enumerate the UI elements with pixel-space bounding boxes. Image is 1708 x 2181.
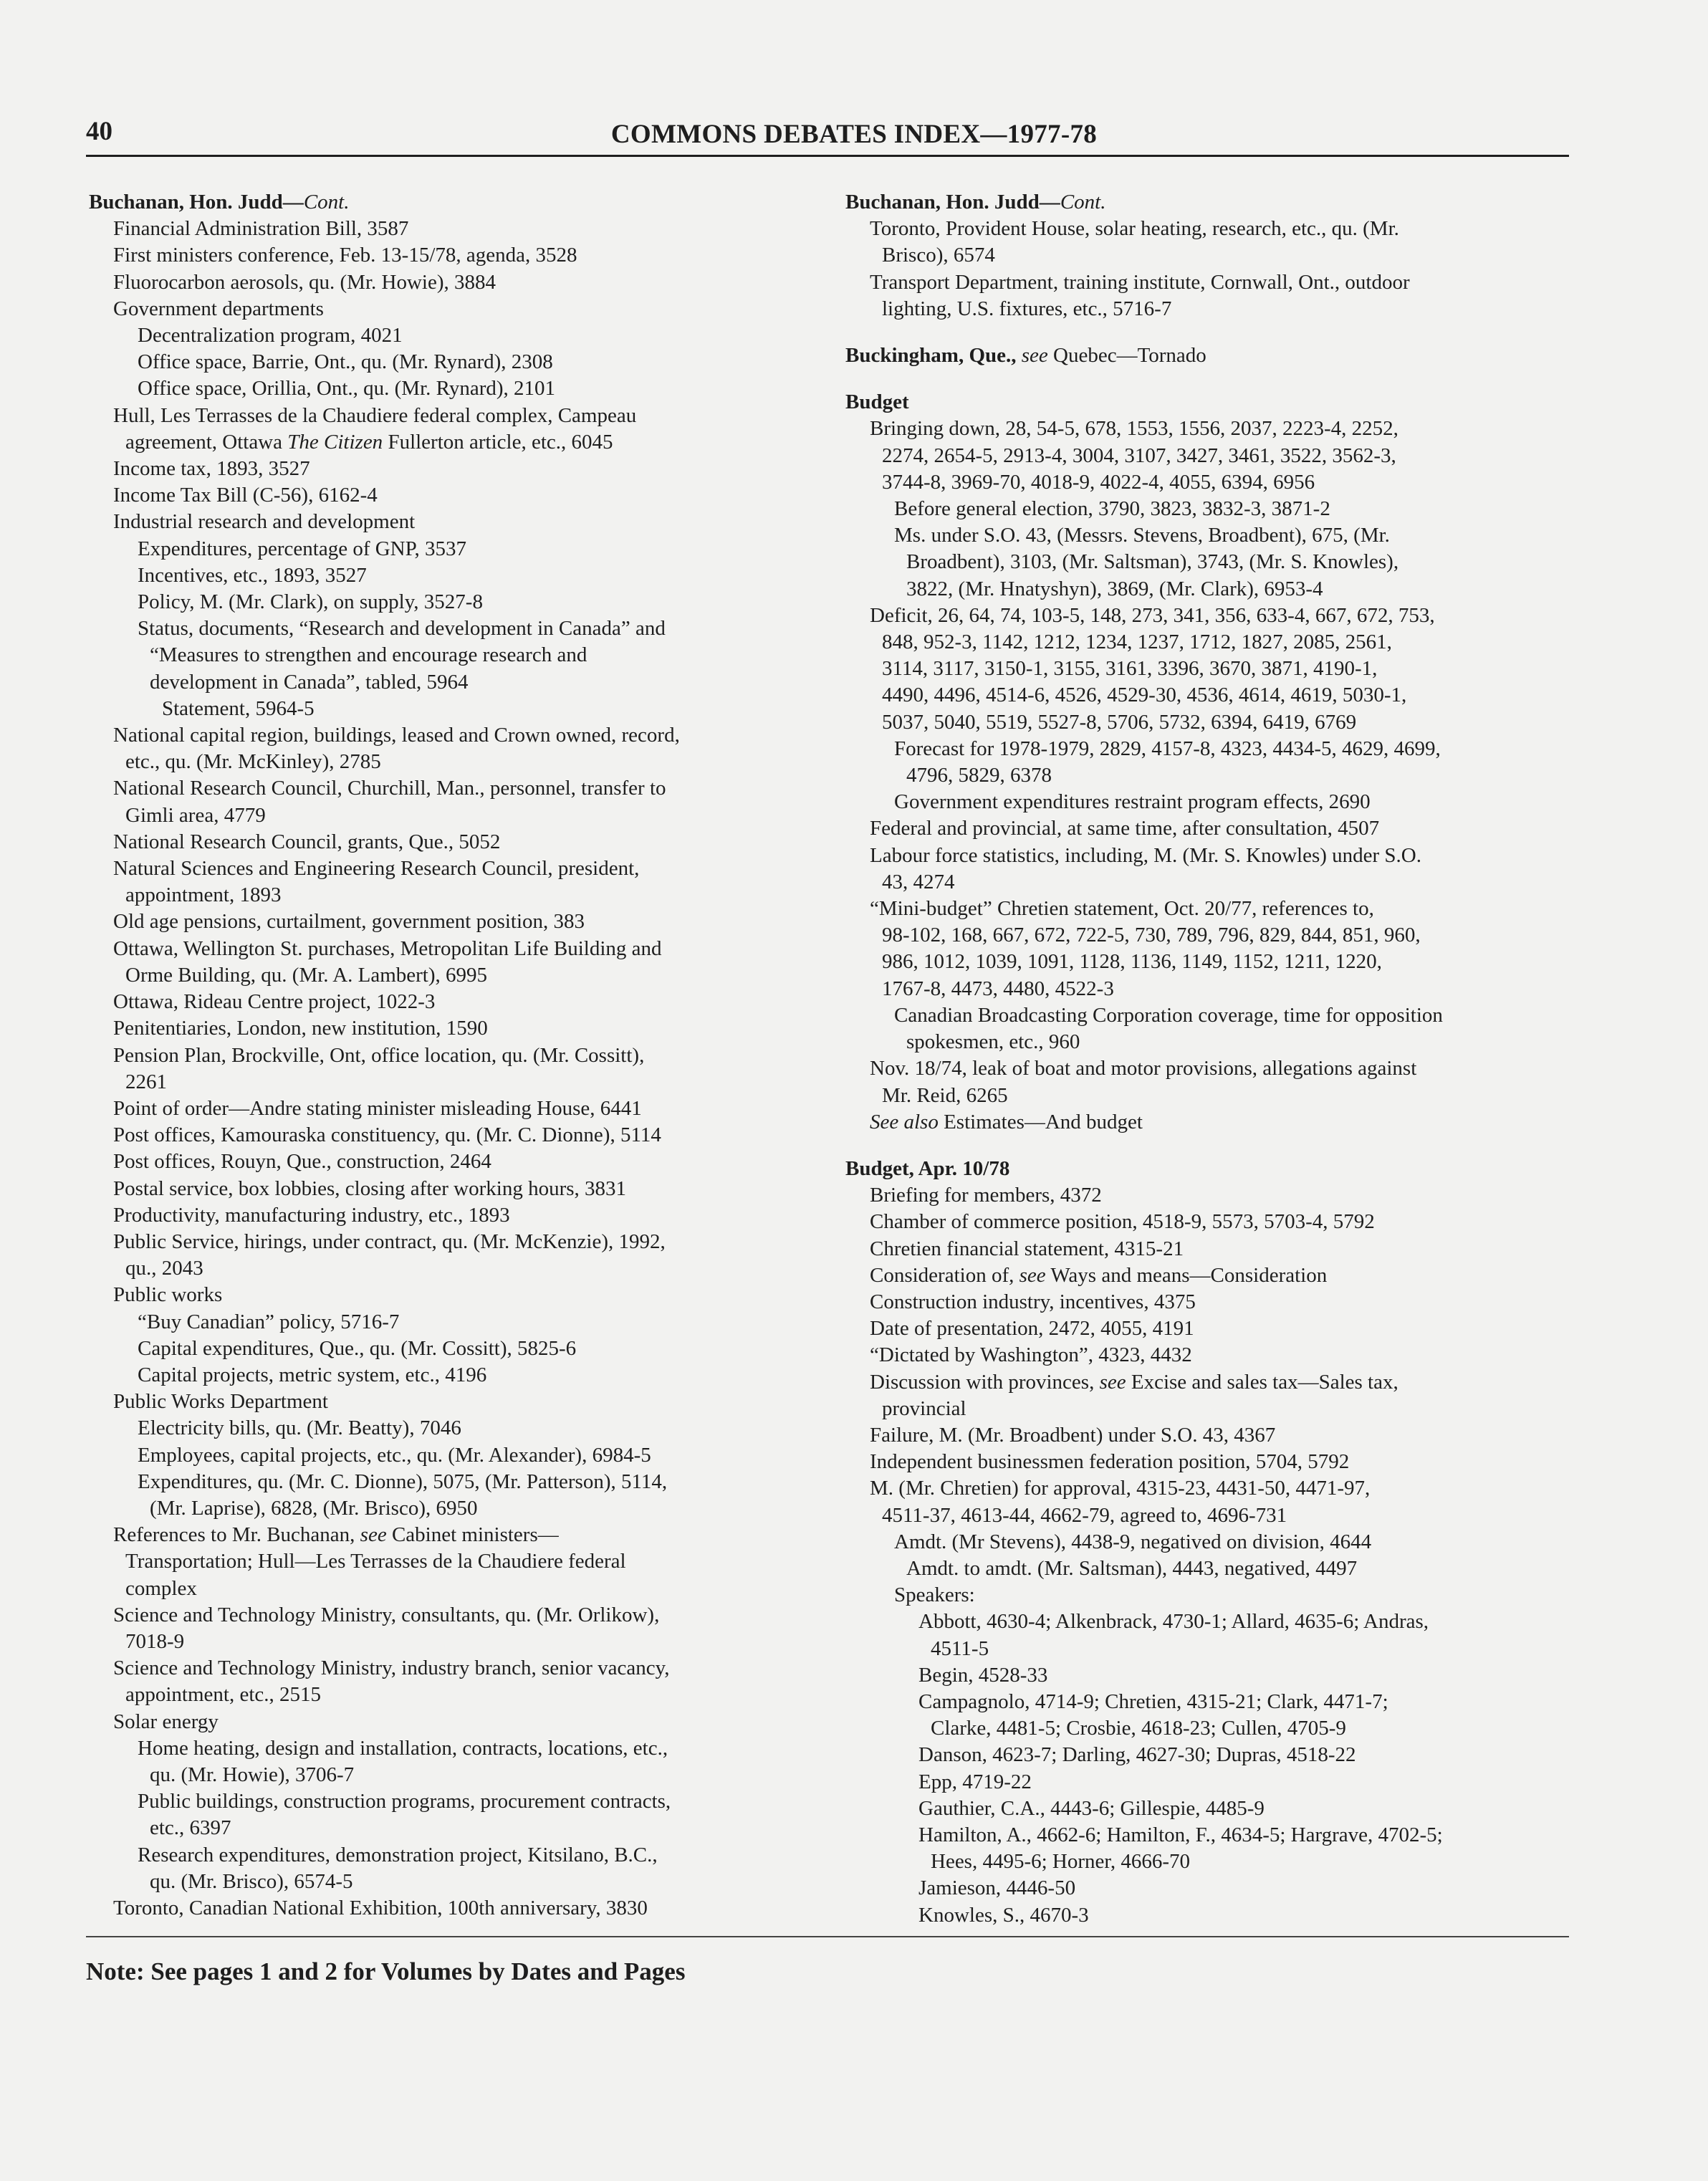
entry-text: 5037, 5040, 5519, 5527-8, 5706, 5732, 6394, 6419, 6769 [882, 710, 1357, 734]
entry-text: Public Works Department [113, 1390, 328, 1414]
index-entry [89, 456, 812, 482]
entry-text: 4796, 5829, 6378 [906, 764, 1052, 787]
entry-text: Clarke, 4481-5; Crosbie, 4618-23; Cullen, 4705-9 [931, 1717, 1346, 1740]
index-entry [845, 656, 1569, 682]
entry-text: Pension Plan, Brockville, Ont, office location, qu. (Mr. Cossitt), [113, 1043, 645, 1067]
index-entry [89, 429, 812, 456]
entry-text: Expenditures, percentage of GNP, 3537 [138, 537, 467, 560]
index-entry [845, 549, 1569, 575]
entry-italic-text: See also [870, 1110, 939, 1133]
index-entry [845, 1502, 1569, 1529]
index-entry [845, 1236, 1569, 1262]
index-entry [845, 1556, 1569, 1582]
index-entry [89, 403, 812, 429]
entry-text: Income Tax Bill (C-56), 6162-4 [113, 484, 378, 507]
entry-text: Speakers: [894, 1583, 975, 1607]
entry-text: Policy, M. (Mr. Clark), on supply, 3527-8 [138, 590, 483, 614]
entry-text: Postal service, box lobbies, closing after working hours, 3831 [113, 1176, 627, 1200]
index-entry [845, 443, 1569, 469]
entry-text: qu. (Mr. Brisco), 6574-5 [150, 1869, 353, 1893]
entry-text: 3114, 3117, 3150-1, 3155, 3161, 3396, 3670, 3871, 4190-1, [882, 657, 1378, 681]
entry-text: Independent businessmen federation position, 5704, 5792 [870, 1450, 1350, 1474]
index-entry [89, 1362, 812, 1389]
entry-text: Amdt. to amdt. (Mr. Saltsman), 4443, negatived, 4497 [906, 1556, 1358, 1580]
index-entry [845, 843, 1569, 869]
index-entry [845, 1769, 1569, 1796]
index-entry [89, 1655, 812, 1682]
index-entry [845, 1609, 1569, 1635]
entry-text: qu., 2043 [125, 1257, 203, 1280]
index-entry [89, 936, 812, 962]
index-entry [89, 296, 812, 322]
index-entry [845, 1875, 1569, 1902]
index-entry [89, 1042, 812, 1069]
index-entry [89, 349, 812, 375]
index-entry [845, 576, 1569, 603]
entry-text: Expenditures, qu. (Mr. C. Dionne), 5075, (Mr. Patterson), 5114, [138, 1470, 668, 1493]
entry-text: qu. (Mr. Howie), 3706-7 [150, 1763, 355, 1786]
entry-text-continued: Cabinet ministers— [386, 1523, 559, 1547]
index-entry [845, 976, 1569, 1002]
entry-text: Budget [845, 390, 909, 414]
index-entry [845, 682, 1569, 709]
entry-text: Capital projects, metric system, etc., 4196 [138, 1363, 487, 1386]
index-entry [845, 522, 1569, 549]
index-entry [845, 1849, 1569, 1875]
index-entry [845, 469, 1569, 496]
index-entry [845, 869, 1569, 896]
index-entry [89, 536, 812, 562]
index-entry [845, 496, 1569, 522]
entry-text: Government departments [113, 297, 324, 320]
entry-text: 4511-37, 4613-44, 4662-79, agreed to, 4696-731 [882, 1503, 1287, 1527]
entry-text: Transportation; Hull—Les Terrasses de la Chaudiere federal [125, 1550, 626, 1573]
index-entry [845, 1055, 1569, 1082]
index-entry [845, 1209, 1569, 1235]
entry-italic-text: see [360, 1523, 387, 1547]
index-entry [845, 416, 1569, 442]
index-entry [89, 775, 812, 802]
index-entry [89, 829, 812, 855]
entry-text: Ottawa, Rideau Centre project, 1022-3 [113, 990, 436, 1014]
index-entry [845, 629, 1569, 656]
entry-text: “Measures to strengthen and encourage research and [150, 643, 587, 667]
entry-text: Amdt. (Mr Stevens), 4438-9, negatived on division, 4644 [894, 1530, 1372, 1553]
entry-text: 43, 4274 [882, 870, 955, 893]
entry-text-continued: Excise and sales tax—Sales tax, [1126, 1370, 1398, 1394]
entry-text: lighting, U.S. fixtures, etc., 5716-7 [882, 297, 1172, 320]
right-column [845, 189, 1569, 1929]
entry-text: Bringing down, 28, 54-5, 678, 1553, 1556, 2037, 2223-4, 2252, [870, 417, 1398, 441]
index-entry [89, 749, 812, 775]
index-entry [89, 269, 812, 296]
entry-text: Buchanan, Hon. Judd— [845, 191, 1060, 214]
index-entry [89, 962, 812, 989]
entry-text: Toronto, Canadian National Exhibition, 100th anniversary, 3830 [113, 1897, 648, 1919]
index-entry [845, 1422, 1569, 1449]
index-entry [845, 1029, 1569, 1055]
index-entry [89, 1069, 812, 1096]
index-entry [89, 1442, 812, 1469]
index-entry [89, 855, 812, 882]
entry-text: (Mr. Laprise), 6828, (Mr. Brisco), 6950 [150, 1496, 478, 1520]
entry-text: Penitentiaries, London, new institution, 1590 [113, 1017, 488, 1040]
entry-italic-text: see [1099, 1370, 1126, 1394]
index-entry [89, 615, 812, 642]
entry-text: Solar energy [113, 1710, 219, 1733]
entry-text: Hull, Les Terrasses de la Chaudiere federal complex, Campeau [113, 403, 637, 427]
index-entry [89, 989, 812, 1015]
index-entry [89, 1096, 812, 1122]
entry-text: Brisco), 6574 [882, 244, 995, 267]
entry-text: Jamieson, 4446-50 [918, 1876, 1076, 1900]
entry-text: agreement, Ottawa [125, 430, 288, 454]
entry-text: Public works [113, 1283, 223, 1307]
index-entry [845, 736, 1569, 762]
entry-italic-text: The Citizen [287, 430, 383, 454]
entry-text: Chamber of commerce position, 4518-9, 5573, 5703-4, 5792 [870, 1210, 1375, 1234]
index-entry [845, 296, 1569, 322]
entry-text: Financial Administration Bill, 3587 [113, 217, 409, 241]
entry-text: Electricity bills, qu. (Mr. Beatty), 7046 [138, 1417, 461, 1440]
index-entry [89, 1788, 812, 1815]
index-entry [89, 1282, 812, 1308]
index-entry [845, 1369, 1569, 1396]
index-entry [89, 509, 812, 535]
entry-text: “Dictated by Washington”, 4323, 4432 [870, 1343, 1192, 1367]
index-entry [89, 322, 812, 349]
index-entry [845, 1902, 1569, 1929]
entry-text: Office space, Barrie, Ont., qu. (Mr. Rynard), 2308 [138, 350, 553, 374]
index-entry [845, 815, 1569, 842]
entry-text: Federal and provincial, at same time, after consultation, 4507 [870, 817, 1380, 840]
index-entry [89, 1176, 812, 1202]
entry-text: Public Service, hirings, under contract, qu. (Mr. McKenzie), 1992, [113, 1229, 666, 1253]
index-entry [89, 909, 812, 935]
entry-text: Buckingham, Que., [845, 344, 1017, 368]
index-entry [89, 802, 812, 829]
entry-text: Science and Technology Ministry, industry branch, senior vacancy, [113, 1657, 670, 1680]
index-entry [89, 1522, 812, 1548]
entry-text: 4490, 4496, 4514-6, 4526, 4529-30, 4536, 4614, 4619, 5030-1, [882, 684, 1407, 707]
entry-text: Deficit, 26, 64, 74, 103-5, 148, 273, 341, 356, 633-4, 667, 672, 753, [870, 603, 1435, 627]
index-entry [89, 1762, 812, 1788]
index-entry [845, 603, 1569, 629]
index-entry [845, 949, 1569, 975]
index-entry [89, 1548, 812, 1575]
footer-rule [86, 1936, 1569, 1937]
entry-text: appointment, 1893 [125, 883, 282, 907]
entry-text: Statement, 5964-5 [162, 696, 315, 720]
index-entry [845, 1262, 1569, 1289]
page-title: COMMONS DEBATES INDEX—1977-78 [610, 120, 1098, 149]
entry-text: Briefing for members, 4372 [870, 1184, 1102, 1207]
index-entry [845, 1002, 1569, 1029]
entry-text: Status, documents, “Research and development in Canada” and [138, 617, 666, 641]
index-entry [89, 1015, 812, 1042]
entry-text: National Research Council, grants, Que., 5052 [113, 830, 501, 853]
entry-text: Income tax, 1893, 3527 [113, 457, 310, 481]
left-column [89, 189, 812, 1922]
entry-text: Capital expenditures, Que., qu. (Mr. Cossitt), 5825-6 [138, 1336, 577, 1360]
entry-text: complex [125, 1576, 197, 1600]
entry-text: 986, 1012, 1039, 1091, 1128, 1136, 1149, 1152, 1211, 1220, [882, 950, 1382, 974]
entry-text: Orme Building, qu. (Mr. A. Lambert), 6995 [125, 963, 488, 987]
index-entry [89, 242, 812, 269]
index-entry [89, 669, 812, 696]
entry-text: Post offices, Kamouraska constituency, qu. (Mr. C. Dionne), 5114 [113, 1123, 661, 1147]
index-entry [845, 269, 1569, 296]
index-heading [845, 189, 1569, 216]
entry-text: etc., 6397 [150, 1816, 231, 1840]
index-entry [89, 1682, 812, 1708]
entry-text: Old age pensions, curtailment, government position, 383 [113, 910, 585, 934]
entry-text: Discussion with provinces, [870, 1370, 1100, 1394]
entry-text: Consideration of, [870, 1263, 1019, 1287]
entry-text: “Mini-budget” Chretien statement, Oct. 20/77, references to, [870, 897, 1374, 921]
entry-text: Transport Department, training institute, Cornwall, Ont., outdoor [870, 270, 1410, 294]
entry-text: Office space, Orillia, Ont., qu. (Mr. Rynard), 2101 [138, 377, 556, 401]
entry-text: Danson, 4623-7; Darling, 4627-30; Dupras, 4518-22 [918, 1743, 1356, 1767]
entry-text: Industrial research and development [113, 510, 416, 534]
index-entry [89, 1202, 812, 1229]
entry-spacer [845, 1136, 1569, 1156]
index-entry [89, 1149, 812, 1175]
entry-text: Nov. 18/74, leak of boat and motor provisions, allegations against [870, 1057, 1417, 1080]
index-entry [845, 762, 1569, 789]
index-entry [845, 789, 1569, 815]
entry-text-continued: Fullerton article, etc., 6045 [383, 430, 613, 454]
entry-italic-text: see [1019, 1263, 1046, 1287]
entry-text: Public buildings, construction programs, procurement contracts, [138, 1790, 671, 1813]
entry-text: Date of presentation, 2472, 4055, 4191 [870, 1317, 1194, 1341]
entry-text: Knowles, S., 4670-3 [918, 1903, 1089, 1927]
entry-text-continued: Quebec—Tornado [1047, 344, 1206, 368]
entry-text: 2261 [125, 1070, 167, 1093]
entry-text: Incentives, etc., 1893, 3527 [138, 563, 367, 587]
entry-text: 3744-8, 3969-70, 4018-9, 4022-4, 4055, 6394, 6956 [882, 470, 1315, 494]
entry-text: 2274, 2654-5, 2913-4, 3004, 3107, 3427, 3461, 3522, 3562-3, [882, 444, 1396, 467]
index-heading [845, 1156, 1569, 1182]
index-entry [845, 1742, 1569, 1768]
index-entry [89, 696, 812, 722]
entry-text: Ms. under S.O. 43, (Messrs. Stevens, Broadbent), 675, (Mr. [894, 524, 1390, 547]
index-entry [89, 562, 812, 589]
entry-text: Failure, M. (Mr. Broadbent) under S.O. 43, 4367 [870, 1423, 1276, 1447]
index-heading [845, 389, 1569, 416]
index-entry [845, 922, 1569, 949]
index-entry [89, 1735, 812, 1762]
entry-text: Construction industry, incentives, 4375 [870, 1290, 1196, 1313]
entry-text: Research expenditures, demonstration project, Kitsilano, B.C., [138, 1843, 658, 1866]
index-entry [845, 1636, 1569, 1662]
page-number: 40 [86, 117, 112, 146]
index-entry [89, 1895, 812, 1922]
entry-text: Natural Sciences and Engineering Research Council, president, [113, 857, 640, 881]
index-entry [89, 482, 812, 509]
index-entry [845, 1582, 1569, 1609]
entry-text: etc., qu. (Mr. McKinley), 2785 [125, 750, 381, 774]
entry-text: appointment, etc., 2515 [125, 1683, 322, 1707]
entry-italic-text: Cont. [1060, 191, 1106, 214]
entry-text: Mr. Reid, 6265 [882, 1083, 1008, 1107]
index-entry [845, 242, 1569, 269]
entry-text: Hees, 4495-6; Horner, 4666-70 [931, 1850, 1191, 1874]
footer-note: Note: See pages 1 and 2 for Volumes by Dates and Pages [86, 1957, 686, 1985]
entry-text: M. (Mr. Chretien) for approval, 4315-23, 4431-50, 4471-97, [870, 1477, 1371, 1500]
entry-text-continued: Ways and means—Consideration [1045, 1263, 1328, 1287]
index-entry [89, 1229, 812, 1255]
index-entry [845, 1182, 1569, 1209]
index-entry [845, 1662, 1569, 1689]
entry-text: Point of order—Andre stating minister misleading House, 6441 [113, 1096, 642, 1120]
index-entry [845, 1083, 1569, 1109]
entry-text: Buchanan, Hon. Judd— [89, 191, 304, 214]
index-entry [845, 1315, 1569, 1342]
index-entry [89, 1815, 812, 1841]
index-heading [845, 342, 1569, 369]
entry-text: 98-102, 168, 667, 672, 722-5, 730, 789, 796, 829, 844, 851, 960, [882, 924, 1421, 947]
index-entry [89, 1336, 812, 1362]
entry-spacer [845, 369, 1569, 389]
index-entry [89, 1255, 812, 1282]
entry-text: development in Canada”, tabled, 5964 [150, 670, 469, 694]
index-entry [89, 1629, 812, 1655]
entry-text: provincial [882, 1396, 966, 1420]
index-entry [89, 375, 812, 402]
index-entry [845, 1109, 1569, 1136]
entry-text: Budget, Apr. 10/78 [845, 1156, 1010, 1180]
entry-text: Campagnolo, 4714-9; Chretien, 4315-21; Clark, 4471-7; [918, 1689, 1388, 1713]
index-entry [89, 642, 812, 668]
entry-text: Decentralization program, 4021 [138, 324, 403, 347]
entry-text: National Research Council, Churchill, Man., personnel, transfer to [113, 777, 666, 800]
entry-text: Gimli area, 4779 [125, 803, 266, 827]
entry-text: Begin, 4528-33 [918, 1663, 1048, 1687]
entry-text: First ministers conference, Feb. 13-15/78, agenda, 3528 [113, 244, 577, 267]
index-entry [845, 1289, 1569, 1315]
index-entry [89, 589, 812, 615]
entry-text: Ottawa, Wellington St. purchases, Metropolitan Life Building and [113, 936, 662, 960]
entry-text: 3822, (Mr. Hnatyshyn), 3869, (Mr. Clark), 6953-4 [906, 577, 1323, 600]
index-entry [89, 1389, 812, 1415]
index-entry [845, 709, 1569, 736]
entry-text: spokesmen, etc., 960 [906, 1030, 1080, 1054]
index-entry [89, 216, 812, 242]
entry-text: Before general election, 3790, 3823, 3832-3, 3871-2 [894, 497, 1330, 521]
entry-text: 4511-5 [931, 1636, 989, 1660]
index-entry [845, 1689, 1569, 1715]
index-entry [89, 1842, 812, 1869]
header-rule [86, 155, 1569, 157]
entry-text: 1767-8, 4473, 4480, 4522-3 [882, 977, 1114, 1000]
entry-text: Labour force statistics, including, M. (Mr. S. Knowles) under S.O. [870, 843, 1422, 867]
index-entry [845, 1715, 1569, 1742]
entry-text: 848, 952-3, 1142, 1212, 1234, 1237, 1712, 1827, 2085, 2561, [882, 631, 1392, 654]
entry-text: References to Mr. Buchanan, [113, 1523, 360, 1547]
index-entry [845, 1796, 1569, 1822]
entry-text: Hamilton, A., 4662-6; Hamilton, F., 4634-5; Hargrave, 4702-5; [918, 1823, 1443, 1846]
index-entry [845, 1529, 1569, 1556]
entry-text: Productivity, manufacturing industry, etc., 1893 [113, 1203, 510, 1227]
entry-text: Government expenditures restraint program effects, 2690 [894, 790, 1371, 814]
entry-text: Broadbent), 3103, (Mr. Saltsman), 3743, (Mr. S. Knowles), [906, 550, 1399, 574]
index-entry [89, 1495, 812, 1522]
entry-text: Gauthier, C.A., 4443-6; Gillespie, 4485-9 [918, 1796, 1265, 1820]
index-entry [89, 1469, 812, 1495]
index-entry [89, 1869, 812, 1895]
entry-italic-text: Cont. [303, 191, 350, 214]
index-entry [845, 896, 1569, 922]
entry-text: Forecast for 1978-1979, 2829, 4157-8, 4323, 4434-5, 4629, 4699, [894, 737, 1441, 760]
index-heading [89, 189, 812, 216]
entry-text: Employees, capital projects, etc., qu. (Mr. Alexander), 6984-5 [138, 1443, 651, 1467]
index-entry [845, 1396, 1569, 1422]
index-entry [89, 722, 812, 749]
index-entry [89, 1415, 812, 1442]
index-entry [845, 1475, 1569, 1502]
index-entry [845, 1449, 1569, 1475]
index-entry [89, 882, 812, 909]
index-entry [845, 216, 1569, 242]
index-entry [89, 1602, 812, 1629]
entry-text-continued: Estimates—And budget [938, 1110, 1143, 1133]
entry-text: “Buy Canadian” policy, 5716-7 [138, 1310, 400, 1333]
entry-text: Fluorocarbon aerosols, qu. (Mr. Howie), 3884 [113, 270, 496, 294]
index-entry [89, 1309, 812, 1336]
entry-text: 7018-9 [125, 1629, 185, 1653]
entry-text: Toronto, Provident House, solar heating, research, etc., qu. (Mr. [870, 217, 1399, 241]
entry-text: National capital region, buildings, leased and Crown owned, record, [113, 724, 680, 747]
entry-text: Abbott, 4630-4; Alkenbrack, 4730-1; Allard, 4635-6; Andras, [918, 1610, 1429, 1634]
entry-text: Canadian Broadcasting Corporation coverage, time for opposition [894, 1003, 1443, 1027]
index-entry [845, 1822, 1569, 1849]
entry-text: Home heating, design and installation, contracts, locations, etc., [138, 1736, 668, 1760]
entry-spacer [845, 322, 1569, 342]
entry-text: Post offices, Rouyn, Que., construction, 2464 [113, 1150, 491, 1174]
entry-text: Epp, 4719-22 [918, 1770, 1032, 1793]
index-entry [89, 1576, 812, 1602]
entry-text: Science and Technology Ministry, consultants, qu. (Mr. Orlikow), [113, 1603, 660, 1626]
entry-italic-text: see [1016, 344, 1048, 368]
entry-text: Chretien financial statement, 4315-21 [870, 1237, 1184, 1260]
index-entry [89, 1122, 812, 1149]
index-entry [89, 1709, 812, 1735]
index-entry [845, 1342, 1569, 1368]
